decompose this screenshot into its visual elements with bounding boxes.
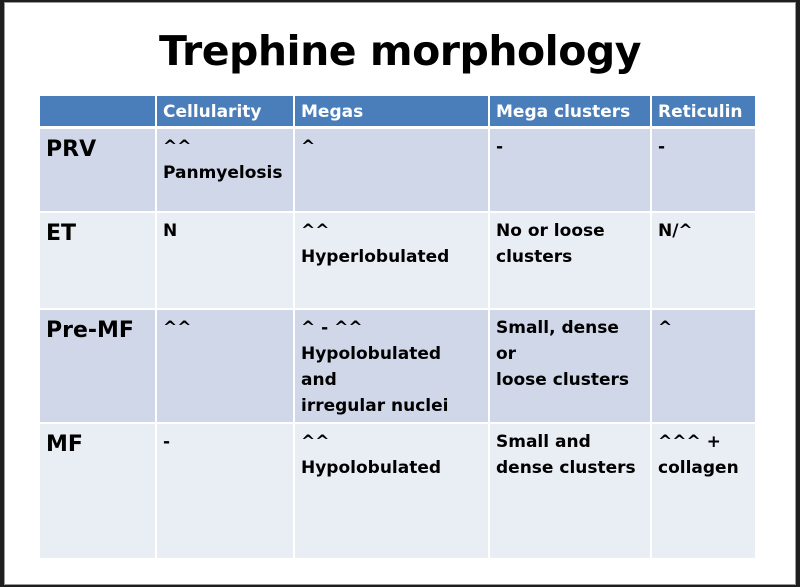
header-cellularity: Cellularity <box>156 95 294 128</box>
megas-cell: ^^ Hyperlobulated <box>294 212 489 309</box>
row-label: MF <box>39 423 156 559</box>
reticulin-cell: - <box>651 128 756 212</box>
reticulin-cell: N/^ <box>651 212 756 309</box>
row-label: PRV <box>39 128 156 212</box>
row-label: Pre-MF <box>39 309 156 423</box>
header-reticulin: Reticulin <box>651 95 756 128</box>
table-header-row <box>39 95 756 128</box>
mega-clusters-cell: Small, dense or loose clusters <box>489 309 651 423</box>
slide <box>4 2 796 585</box>
cellularity-cell: ^^ <box>156 309 294 423</box>
header-empty <box>39 95 156 128</box>
mega-clusters-cell: No or loose clusters <box>489 212 651 309</box>
header-megas: Megas <box>294 95 489 128</box>
reticulin-cell: ^^^ + collagen <box>651 423 756 559</box>
cellularity-cell: N <box>156 212 294 309</box>
reticulin-cell: ^ <box>651 309 756 423</box>
slide-title: Trephine morphology <box>159 27 641 75</box>
megas-cell: ^ - ^^ Hypolobulated and irregular nuclei <box>294 309 489 423</box>
table-row <box>39 309 756 423</box>
mega-clusters-cell: - <box>489 128 651 212</box>
row-label: ET <box>39 212 156 309</box>
table-row <box>39 128 756 212</box>
cellularity-cell: - <box>156 423 294 559</box>
cellularity-cell: ^^ Panmyelosis <box>156 128 294 212</box>
table-row <box>39 212 756 309</box>
morphology-table <box>38 94 757 560</box>
megas-cell: ^^ Hypolobulated <box>294 423 489 559</box>
table-row <box>39 423 756 559</box>
mega-clusters-cell: Small and dense clusters <box>489 423 651 559</box>
megas-cell: ^ <box>294 128 489 212</box>
header-mega-clusters: Mega clusters <box>489 95 651 128</box>
